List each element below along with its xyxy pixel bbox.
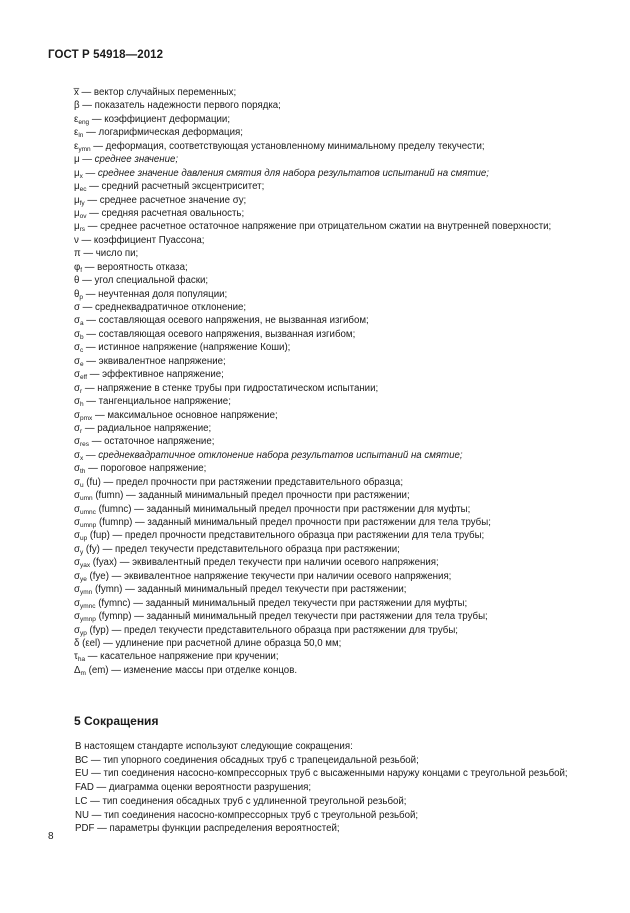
definition-item — [74, 462, 594, 475]
definition-text: — заданный минимальный предел прочности при растяжении для тела трубы; — [132, 517, 491, 528]
definition-alt-symbol: (fu) — [83, 476, 101, 488]
definition-symbol: σ — [74, 476, 80, 488]
definition-item — [74, 435, 594, 448]
definition-item — [74, 543, 594, 556]
definition-item — [74, 422, 594, 435]
definition-item — [74, 503, 594, 516]
definition-subscript: ln — [78, 132, 84, 140]
definition-item — [74, 113, 594, 126]
definition-subscript: eff — [79, 374, 88, 382]
definition-symbol: ε — [74, 127, 79, 139]
definition-subscript: c — [79, 347, 84, 355]
definition-item — [74, 368, 594, 381]
definition-subscript: yp — [79, 629, 87, 637]
abbreviation-item: EU — тип соединения насосно-компрессорных труб с высаженными наружу концами с треугольной резьбой; — [75, 768, 568, 780]
abbreviations-intro: В настоящем стандарте используют следующие сокращения: — [75, 741, 353, 752]
definition-subscript: ec — [79, 186, 87, 194]
definition-text: — коэффициент Пуассона; — [78, 234, 205, 246]
definition-text: — среднее значение; — [79, 154, 179, 166]
definition-symbol: σ — [74, 517, 80, 528]
definition-item — [74, 556, 594, 569]
definition-symbol: x̅ — [74, 87, 79, 98]
definition-subscript: ymnc — [79, 602, 96, 610]
definition-item — [74, 583, 594, 596]
definition-symbol: σ — [74, 611, 80, 623]
definition-text: — среднее расчетное остаточное напряжение при отрицательном сжатии на внутренней поверхности; — [85, 221, 552, 233]
definition-subscript: yax — [79, 562, 91, 570]
definition-item — [74, 180, 594, 193]
definition-symbol: σ — [74, 543, 80, 555]
definition-item — [74, 153, 594, 166]
definition-symbol: θ — [74, 288, 80, 300]
definition-subscript: ymnp — [79, 616, 96, 624]
definition-item — [74, 99, 594, 112]
page-number: 8 — [48, 831, 54, 842]
definition-alt-symbol: (fymnc) — [95, 597, 131, 609]
definition-item — [74, 126, 594, 139]
definition-symbol: σ — [74, 503, 80, 515]
definition-text: — средняя расчетная овальность; — [86, 207, 245, 219]
definition-subscript: eng — [78, 118, 90, 126]
definition-symbol: μ — [74, 167, 80, 179]
definition-text: — логарифмическая деформация; — [83, 127, 243, 139]
definition-item — [74, 167, 594, 180]
definition-text: — заданный минимальный предел текучести при растяжении для тела трубы; — [131, 611, 488, 623]
definition-item — [74, 234, 594, 247]
definition-item — [74, 301, 594, 314]
abbreviations-list — [48, 740, 596, 836]
definition-alt-symbol: (fumnp) — [96, 517, 133, 528]
definition-alt-symbol: (εel) — [79, 637, 101, 649]
definition-symbol: σ — [74, 490, 80, 502]
definition-symbol: ε — [74, 113, 79, 125]
definition-symbol: σ — [74, 570, 80, 582]
definition-item — [74, 637, 594, 650]
definition-alt-symbol: (fumn) — [92, 490, 124, 502]
definition-text: — изменение массы при отделке концов. — [108, 664, 298, 676]
definition-symbol: Δ — [74, 664, 81, 676]
definition-subscript: ye — [79, 575, 87, 583]
definition-text: — эффективное напряжение; — [87, 369, 224, 381]
definition-subscript: p — [79, 293, 84, 301]
definition-symbol: θ — [74, 275, 80, 287]
definition-text: — среднеквадратичное отклонение; — [79, 302, 247, 313]
definition-subscript: u — [79, 481, 84, 489]
definition-text: — угол специальной фаски; — [79, 275, 209, 287]
definition-symbol: μ — [74, 154, 80, 166]
definition-symbol: σ — [74, 463, 80, 475]
definition-item — [74, 274, 594, 287]
definition-symbol: σ — [74, 409, 80, 421]
definition-item — [74, 624, 594, 637]
abbreviation-item: FAD — диаграмма оценки вероятности разрушения; — [75, 782, 312, 794]
definition-symbol: τ — [74, 651, 78, 663]
definition-text: — касательное напряжение при кручении; — [85, 651, 279, 663]
definition-symbol: σ — [74, 328, 80, 340]
definition-text: — средний расчетный эксцентриситет; — [86, 181, 265, 193]
definition-symbol: σ — [74, 342, 80, 354]
definition-subscript: m — [80, 669, 86, 677]
definition-item — [74, 489, 594, 502]
abbreviation-item: PDF — параметры функции распределения вероятностей; — [75, 823, 340, 835]
definition-symbol: μ — [74, 221, 80, 233]
definition-subscript: x — [79, 172, 83, 180]
definition-alt-symbol: (fye) — [86, 570, 109, 582]
page-header: ГОСТ Р 54918—2012 — [48, 49, 164, 61]
definition-item — [74, 207, 594, 220]
definition-text: — составляющая осевого напряжения, вызванная изгибом; — [83, 328, 356, 340]
definition-item — [74, 140, 594, 153]
definition-text: — вероятность отказа; — [82, 261, 188, 273]
definition-item — [74, 529, 594, 542]
definition-subscript: f — [80, 266, 83, 274]
definition-subscript: x — [79, 454, 84, 462]
definition-symbol: σ — [74, 369, 80, 381]
definitions-list — [74, 86, 594, 677]
definition-subscript: ymn — [78, 145, 91, 153]
definition-text: — число пи; — [80, 248, 139, 260]
definition-text: — предел текучести представительного образца при растяжении для трубы; — [108, 624, 458, 636]
definition-subscript: up — [79, 535, 88, 543]
definition-item — [74, 220, 594, 233]
definition-item — [74, 86, 594, 99]
definition-item — [74, 610, 594, 623]
definition-text: — заданный минимальный предел текучести при растяжении; — [122, 584, 407, 596]
definition-subscript: y — [79, 548, 84, 556]
definition-text: — истинное напряжение (напряжение Коши); — [83, 342, 291, 354]
definition-text: — остаточное напряжение; — [89, 436, 215, 448]
definition-subscript: r — [79, 427, 83, 435]
definition-text: — заданный минимальный предел текучести при растяжении для муфты; — [130, 597, 468, 609]
definition-item — [74, 570, 594, 583]
definition-subscript: res — [79, 441, 90, 449]
definition-text: — эквивалентный предел текучести при наличии осевого напряжения; — [117, 557, 439, 569]
abbreviation-item: NU — тип соединения насосно-компрессорных труб с треугольной резьбой; — [75, 809, 419, 821]
definition-alt-symbol: (fymnp) — [95, 611, 132, 623]
definition-symbol: σ — [74, 422, 80, 434]
definition-text: — показатель надежности первого порядка; — [79, 100, 281, 112]
definition-symbol: σ — [74, 530, 80, 542]
definition-text: — тангенциальное напряжение; — [83, 396, 231, 408]
definition-item — [74, 476, 594, 489]
definition-subscript: b — [79, 333, 84, 341]
definition-text: — пороговое напряжение; — [85, 463, 207, 475]
definition-symbol: σ — [74, 557, 80, 569]
definition-subscript: h — [79, 401, 84, 409]
definition-subscript: ymn — [79, 589, 93, 597]
definition-alt-symbol: (fymn) — [92, 584, 123, 596]
abbreviation-item: ВС — тип упорного соединения обсадных труб с трапецеидальной резьбой; — [75, 754, 419, 766]
definition-item — [74, 516, 594, 529]
definition-symbol: σ — [74, 302, 80, 313]
definition-alt-symbol: (fup) — [87, 530, 110, 542]
definition-symbol: ν — [74, 234, 79, 246]
definition-text: — коэффициент деформации; — [89, 113, 231, 125]
definition-item — [74, 328, 594, 341]
definition-text: — среднее расчетное значение σy; — [84, 194, 247, 206]
definition-subscript: rs — [79, 226, 86, 234]
definition-symbol: σ — [74, 584, 80, 596]
definition-symbol: σ — [74, 597, 80, 609]
definition-symbol: σ — [74, 624, 80, 636]
definition-alt-symbol: (fyax) — [90, 557, 118, 569]
definition-text: — деформация, соответствующая установленному минимальному пределу текучести; — [90, 140, 485, 152]
definition-item — [74, 409, 594, 422]
definition-text: — удлинение при расчетной длине образца 50,0 мм; — [100, 637, 342, 649]
definition-symbol: β — [74, 100, 80, 112]
definition-subscript: th — [79, 468, 86, 476]
definition-symbol: σ — [74, 396, 80, 408]
definition-symbol: μ — [74, 194, 80, 206]
definition-text: — предел прочности при растяжении представительного образца; — [100, 476, 404, 488]
definition-symbol: φ — [74, 261, 81, 273]
definition-subscript: umnp — [79, 522, 97, 529]
definition-alt-symbol: (fyp) — [86, 624, 109, 636]
definition-item — [74, 261, 594, 274]
definition-subscript: e — [79, 360, 84, 368]
definition-item — [74, 194, 594, 207]
definition-text: — максимальное основное напряжение; — [92, 409, 278, 421]
definition-alt-symbol: (em) — [85, 664, 109, 676]
definition-subscript: umn — [79, 495, 93, 503]
definition-text: — предел прочности представительного образца при растяжении для тела трубы; — [109, 530, 485, 542]
definition-text: — вектор случайных переменных; — [78, 87, 237, 98]
definition-item — [74, 288, 594, 301]
definition-subscript: r — [79, 387, 83, 395]
definition-subscript: pmx — [79, 414, 93, 422]
definition-item — [74, 314, 594, 327]
definition-text: — среднее значение давления смятия для набора результатов испытаний на смятие; — [82, 167, 489, 179]
definition-symbol: σ — [74, 436, 80, 448]
definition-subscript: ov — [79, 212, 87, 220]
definition-text: — заданный минимальный предел прочности при растяжении для муфты; — [131, 503, 471, 515]
definition-symbol: μ — [74, 181, 80, 193]
definition-text: — предел текучести представительного образца при растяжении; — [99, 543, 400, 555]
definition-subscript: fy — [79, 199, 85, 207]
definition-text: — среднеквадратичное отклонение набора результатов испытаний на смятие; — [83, 449, 463, 461]
definition-symbol: δ — [74, 637, 80, 649]
definition-symbol: σ — [74, 315, 80, 327]
definition-symbol: π — [74, 248, 81, 260]
definition-text: — заданный минимальный предел прочности при растяжении; — [123, 490, 410, 502]
definition-item — [74, 382, 594, 395]
section-title: 5 Сокращения — [74, 714, 159, 728]
definition-text: — неучтенная доля популяции; — [83, 288, 228, 300]
definition-item — [74, 341, 594, 354]
definition-text: — напряжение в стенке трубы при гидростатическом испытании; — [82, 382, 379, 394]
definition-subscript: a — [79, 320, 84, 328]
definition-alt-symbol: (fumnc) — [95, 503, 132, 515]
definition-item — [74, 449, 594, 462]
definition-text: — радиальное напряжение; — [82, 422, 212, 434]
definition-subscript: ha — [77, 656, 86, 664]
definition-text: — эквивалентное напряжение текучести при наличии осевого напряжения; — [108, 570, 452, 582]
definition-item — [74, 664, 594, 677]
definition-item — [74, 247, 594, 260]
abbreviation-item: LC — тип соединения обсадных труб с удлиненной треугольной резьбой; — [75, 795, 407, 807]
definition-symbol: σ — [74, 449, 80, 461]
definition-alt-symbol: (fy) — [83, 543, 100, 555]
definition-symbol: ε — [74, 140, 79, 152]
definition-text: — эквивалентное напряжение; — [83, 355, 226, 367]
definition-item — [74, 597, 594, 610]
definition-item — [74, 650, 594, 663]
definition-item — [74, 395, 594, 408]
definition-subscript: umnc — [79, 508, 96, 516]
definition-text: — составляющая осевого напряжения, не вызванная изгибом; — [83, 315, 369, 327]
definition-symbol: σ — [74, 355, 80, 367]
definition-symbol: σ — [74, 382, 80, 394]
definition-symbol: μ — [74, 207, 80, 219]
definition-item — [74, 355, 594, 368]
